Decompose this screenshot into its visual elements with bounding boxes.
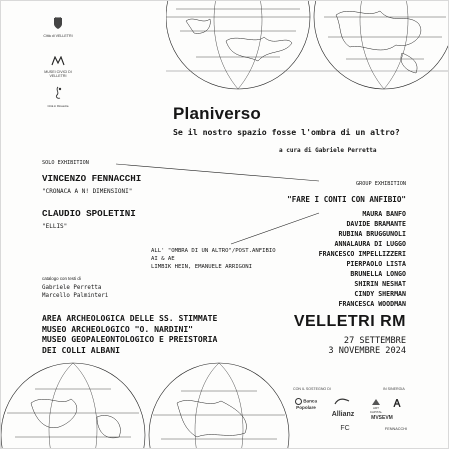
artcapital-mark-icon bbox=[372, 399, 380, 405]
event-dates bbox=[328, 336, 406, 356]
exhibition-title: Planiverso bbox=[173, 104, 261, 123]
solo-artist-1-name: VINCENZO FENNACCHI bbox=[42, 173, 142, 184]
post-line-2: AI & AE bbox=[151, 256, 175, 262]
exhibition-subtitle: Se il nostro spazio fosse l'ombra di un altro? bbox=[173, 127, 400, 137]
curator: a cura di Gabriele Perretta bbox=[279, 147, 377, 154]
sponsor-allianz-label: Allianz bbox=[331, 411, 355, 418]
post-line-3: LIMBIK HEIN, EMANUELE ARRIGONI bbox=[151, 264, 253, 270]
partner-artcapital-label: ART CAPITAL bbox=[369, 406, 383, 414]
group-artist-list bbox=[319, 209, 406, 309]
solo-artist-2-name: CLAUDIO SPOLETINI bbox=[42, 208, 136, 219]
group-artist: RUBINA BRUGGUNOLI bbox=[338, 230, 406, 238]
venue: AREA ARCHEOLOGICA DELLE SS. STIMMATE bbox=[42, 313, 218, 323]
venue: MUSEO GEOPALEONTOLOGICO E PREISTORIA bbox=[42, 334, 218, 345]
partner-label: IN SINERGIA bbox=[383, 387, 405, 391]
sponsor-mark-icon bbox=[333, 397, 351, 406]
partner-fennacchi-label: FENNACCHI bbox=[384, 427, 408, 431]
partner-mvsevm-label: MVSEVM bbox=[371, 415, 393, 421]
venue: DEI COLLI ALBANI bbox=[42, 344, 120, 355]
group-artist: PIERPAOLO LISTA bbox=[346, 260, 406, 268]
group-artist: BRUNELLA LONGO bbox=[350, 270, 406, 278]
third-logo-label: Città in Rinascita bbox=[47, 104, 69, 108]
partner-artcapital-logo bbox=[367, 399, 385, 414]
connector-post-group bbox=[231, 213, 319, 244]
a-mark-icon bbox=[393, 399, 401, 407]
partner-a-logo bbox=[391, 399, 403, 408]
sponsor-banca-label: Banca Popolare bbox=[296, 398, 318, 410]
comune-logo-label: Città di VELLETRI bbox=[43, 34, 73, 38]
post-anfibio bbox=[151, 247, 276, 271]
banca-mark-icon bbox=[295, 398, 302, 405]
partner-mvsevm-logo bbox=[367, 415, 397, 421]
event-date-start: 27 SETTEMBRE bbox=[343, 336, 406, 346]
sponsor-fc-label: FC bbox=[340, 425, 350, 432]
group-artist: SHIRIN NESHAT bbox=[354, 280, 406, 288]
venue: MUSEO ARCHEOLOGICO "O. NARDINI" bbox=[42, 323, 194, 334]
group-artist: FRANCESCA WOODMAN bbox=[338, 300, 406, 308]
sponsor-mark-logo bbox=[331, 397, 353, 407]
group-artist: ANNALAURA DI LUGGO bbox=[334, 240, 406, 248]
group-artist: FRANCESCO IMPELLIZZERI bbox=[318, 250, 406, 258]
catalog-heading: catalogo con testi di bbox=[42, 276, 81, 281]
group-label: GROUP EXHIBITION bbox=[356, 181, 406, 187]
connector-solo-group bbox=[116, 164, 319, 181]
partner-fennacchi-logo bbox=[381, 427, 411, 431]
solo-label: SOLO EXHIBITION bbox=[42, 160, 89, 166]
event-date-end: 3 NOVEMBRE 2024 bbox=[328, 346, 406, 356]
event-city: VELLETRI RM bbox=[293, 313, 406, 330]
solo-artist-1-work: "CRONACA A N! DIMENSIONI" bbox=[42, 188, 133, 195]
catalog-author: Marcello Palminteri bbox=[42, 293, 109, 299]
venue-list bbox=[42, 313, 217, 355]
group-artist: DAVIDE BRAMANTE bbox=[346, 220, 406, 228]
support-label: CON IL SOSTEGNO DI bbox=[293, 387, 331, 391]
group-artist: CINDY SHERMAN bbox=[354, 290, 406, 298]
sponsor-fc-logo bbox=[334, 425, 356, 432]
sponsor-allianz-logo bbox=[328, 411, 358, 418]
group-artist: MAURA BANFO bbox=[362, 210, 406, 218]
sponsor-banca-logo bbox=[285, 398, 327, 410]
catalog-authors bbox=[42, 284, 108, 300]
solo-artist-2-work: "ELLIS" bbox=[42, 223, 68, 230]
group-title: "FARE I CONTI CON ANFIBIO" bbox=[287, 195, 406, 204]
post-line-1: ALL' "OMBRA DI UN ALTRO"/POST.ANFIBIO bbox=[151, 248, 276, 254]
musei-logo-label: MUSEI CIVICI DI VELLETRI bbox=[44, 70, 72, 78]
catalog-author: Gabriele Perretta bbox=[42, 285, 102, 291]
